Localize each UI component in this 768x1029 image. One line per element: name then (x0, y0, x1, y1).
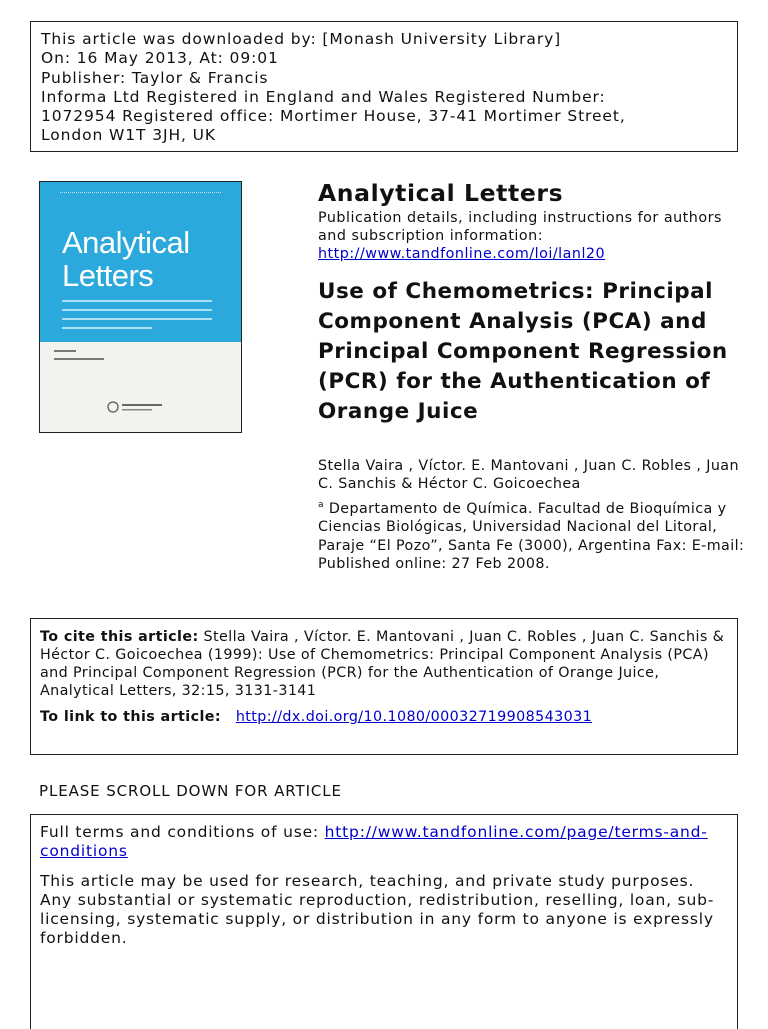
terms-box (30, 814, 738, 1029)
publication-details-text: Publication details, including instructions for authors and subscription information: (318, 210, 722, 244)
citation-text: Stella Vaira , Víctor. E. Mantovani , Juan C. Robles , Juan C. Sanchis & Héctor C. Goicoechea (1999): Use of Chemometrics: Principal Component Analysis (PCA) and Principal Component Regression (PCR) for the Authentication of Orange Juice, Analytical Letters, 32:15, 3131-3141 (40, 629, 725, 699)
cover-title-line2: Letters (62, 258, 154, 293)
doi-link[interactable]: http://dx.doi.org/10.1080/00032719908543031 (235, 709, 593, 725)
cover-contents-lines (62, 300, 212, 336)
affiliation-text: Departamento de Química. Facultad de Bioquímica y Ciencias Biológicas, Universidad Nacional del Litoral, Paraje “El Pozo”, Santa Fe (3000), Argentina Fax: E-mail: (318, 500, 745, 554)
journal-url-link[interactable]: http://www.tandfonline.com/loi/lanl20 (318, 246, 606, 262)
article-link-row (40, 708, 728, 726)
registered-office-line: 1072954 Registered office: Mortimer House, 37-41 Mortimer Street, (41, 107, 626, 126)
address-line: London W1T 3JH, UK (41, 126, 216, 145)
affiliation-block (318, 496, 748, 574)
publisher-logo-icon (106, 399, 176, 415)
citation-box (30, 618, 738, 755)
download-date-line: On: 16 May 2013, At: 09:01 (41, 49, 279, 68)
link-label: To link to this article: (40, 709, 221, 725)
download-line: This article was downloaded by: [Monash University Library] (41, 30, 562, 48)
article-title: Use of Chemometrics: Principal Component Analysis (PCA) and Principal Component Regression (PCR) for the Authentication of Orange Juice (318, 279, 728, 424)
citation-paragraph (40, 628, 728, 700)
cover-issue-strip (60, 192, 221, 196)
cite-label: To cite this article: (40, 629, 199, 645)
terms-link[interactable]: http://www.tandfonline.com/page/terms-and-conditions (40, 823, 708, 860)
publisher-line: Publisher: Taylor & Francis (41, 68, 269, 87)
terms-body: This article may be used for research, teaching, and private study purposes. Any substantial or systematic reproduction, redistribution, reselling, loan, sub-licensing, systematic supply, or distribution in any form to anyone is expressly forbidden. (40, 872, 715, 947)
cover-title-line1: Analytical (62, 225, 190, 260)
terms-line (40, 823, 728, 861)
publication-details (318, 209, 738, 263)
registration-line: Informa Ltd Registered in England and Wales Registered Number: (41, 87, 606, 106)
published-online: Published online: 27 Feb 2008. (318, 556, 550, 573)
article-authors: Stella Vaira , Víctor. E. Mantovani , Juan C. Robles , Juan C. Sanchis & Héctor C. Goicoechea (318, 458, 739, 492)
scroll-down-note: PLEASE SCROLL DOWN FOR ARTICLE (39, 782, 342, 800)
cover-editor-mark (54, 348, 114, 368)
journal-title: Analytical Letters (318, 179, 564, 207)
affiliation-mark: a (318, 500, 324, 510)
download-info-box (30, 21, 738, 152)
journal-cover-image (39, 181, 242, 433)
terms-prefix: Full terms and conditions of use: (40, 823, 319, 841)
